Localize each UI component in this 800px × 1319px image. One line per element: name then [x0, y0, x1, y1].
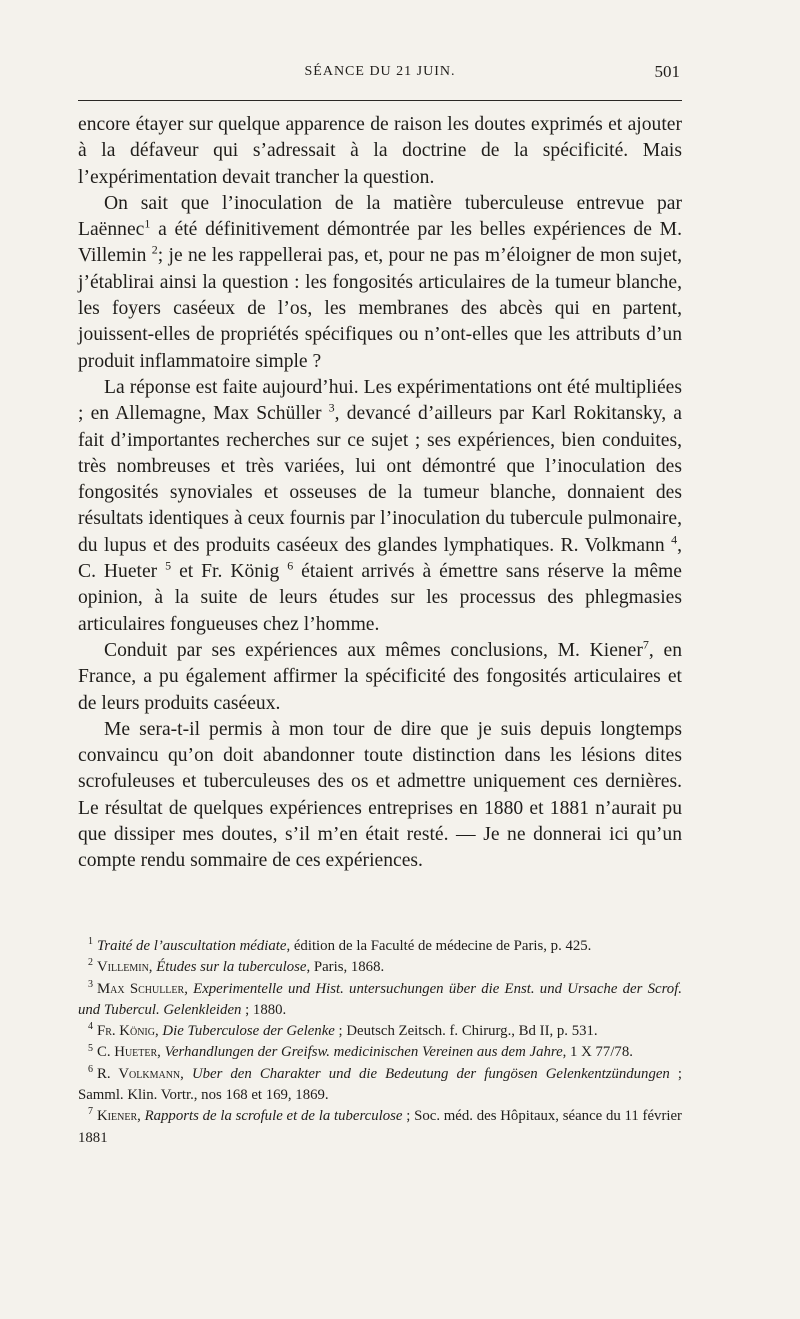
text: , devancé d’ailleurs par Karl Rokitansky, a fait d’importantes recherches sur ce sujet ; ses expériences, bien conduites, très nombreuses et très variées, lui ont démontré que l’inoculation des fongosités synoviales et osseuses de la tumeur blanche, donnaient des résultats identiques à ceux fournis par l’inoculation du tubercule pulmonaire, du lupus et des produits caséeux des glandes lymphatiques. R. Volkmann — [78, 403, 683, 556]
footnote-rest: ; Soc. méd. des Hôpitaux, séance du 11 février 1881 — [78, 1108, 682, 1146]
footnote-ref-1[interactable]: 1 — [144, 216, 151, 231]
footnote-mark: 2 — [88, 957, 93, 969]
paragraph-5-text: Me sera-t-il permis à mon tour de dire que je suis depuis longtemps convaincu qu’on doit abandonner toute distinction dans les lésions dites scrofuleuses et tuberculeuses des os et admettre uniquement ces dernières. Le résultat de quelques expériences entreprises en 1880 et 1881 n’aurait pu que dissiper mes doutes, s’il m’en était resté. — Je ne donnerai ici qu’un compte rendu sommaire de ces expériences. — [78, 718, 682, 872]
footnote-title: Études sur la tuberculose — [156, 959, 307, 976]
footnote-ref-7[interactable]: 7 — [642, 637, 649, 652]
footnote-ref-3[interactable]: 3 — [328, 400, 335, 415]
footnote-author: R. Volkmann — [97, 1065, 181, 1082]
footnote-author: C. Hueter — [97, 1044, 158, 1061]
footnote-title: Experimentelle und Hist. untersuchungen über die Enst. und Ursache der Scrof. und Tubercul. Gelenkleiden — [78, 980, 683, 1018]
footnote-2: $^2$ Villemin, Études sur la tuberculose, Paris, 1868. — [88, 957, 385, 976]
footnote-mark: 3 — [88, 978, 93, 990]
footnote-ref-4[interactable]: 4 — [671, 532, 678, 547]
footnote-author: Max Schuller — [97, 980, 185, 997]
footnote-author: Fr. König — [97, 1023, 155, 1040]
running-head: SÉANCE DU 21 JUIN. — [304, 64, 456, 79]
footnote-title: Rapports de la scrofule et de la tuberculose — [144, 1108, 403, 1125]
footnote-rest: , édition de la Faculté de médecine de Paris, p. 425. — [286, 938, 592, 954]
paragraph-1 — [78, 112, 682, 191]
footnote-mark: 1 — [88, 936, 93, 948]
footnote-rest: , 1 X 77/78. — [562, 1044, 633, 1061]
footnote-1 — [78, 936, 682, 957]
footnote-mark: 5 — [88, 1042, 93, 1054]
footnote-rest: , Paris, 1868. — [306, 959, 385, 976]
text: a été définitivement démontrée par les belles expériences de M. Villemin — [78, 219, 682, 267]
text: Conduit par ses expériences aux mêmes conclusions, M. Kiener — [104, 639, 643, 661]
footnote-4: $^4$ Fr. König, Die Tuberculose der Gelenke ; Deutsch Zeitsch. f. Chirurg., Bd II, p. 531. — [88, 1021, 598, 1040]
paragraph-2 — [78, 191, 682, 375]
footnote-ref-5[interactable]: 5 — [165, 558, 172, 573]
footnote-ref-2[interactable]: 2 — [151, 242, 158, 257]
footnote-title: Die Tuberculose der Gelenke — [162, 1023, 335, 1040]
footnote-6: $^6$ R. Volkmann, Uber den Charakter und die Bedeutung der fungösen Gelenkentzündungen ; Samml. Klin. Vortr., nos 168 et 169, 1869. — [78, 1063, 683, 1104]
paragraph-1-text: encore étayer sur quelque apparence de raison les doutes exprimés et ajouter à la défaveur qui s’adressait à la doctrine de la spécificité. Mais l’expérimentation devait trancher la question. — [78, 114, 682, 188]
footnote-rest: ; Deutsch Zeitsch. f. Chirurg., Bd II, p. 531. — [334, 1023, 598, 1040]
paragraph-3 — [78, 375, 682, 638]
header-rule — [78, 100, 682, 101]
paragraph-4 — [78, 638, 682, 717]
footnote-ref-6[interactable]: 6 — [287, 558, 294, 573]
footnote-title: Uber den Charakter und die Bedeutung der fungösen Gelenkentzündungen — [191, 1065, 670, 1082]
text: On sait que l’inoculation de la matière tuberculeuse entrevue par Laënnec — [78, 192, 682, 241]
footnote-rest: ; Samml. Klin. Vortr., nos 168 et 169, 1869. — [78, 1065, 683, 1104]
body-text — [78, 112, 682, 875]
text: , C. Hueter — [78, 534, 682, 583]
footnotes — [78, 936, 682, 1149]
footnote-author: Villemin — [97, 959, 149, 976]
page-header — [78, 62, 682, 88]
footnote-3: $^3$ Max Schuller, Experimentelle und Hist. untersuchungen über die Enst. und Ursache der Scrof. und Tubercul. Gelenkleiden ; 1880. — [78, 978, 683, 1018]
text: étaient arrivés à émettre sans réserve la même opinion, à la suite de leurs études sur les processus des phlegmasies articulaires fongueuses chez l’homme. — [78, 561, 682, 635]
footnote-title: Traité de l’auscultation médiate — [97, 938, 287, 954]
page-number: 501 — [654, 62, 680, 81]
footnote-mark: 4 — [88, 1021, 93, 1033]
footnote-7: $^7$ Kiener, Rapports de la scrofule et de la tuberculose ; Soc. méd. des Hôpitaux, séance du 11 février 1881 — [78, 1106, 682, 1146]
text: , en France, a pu également affirmer la spécificité des fongosités articulaires et de leurs produits caséeux. — [78, 639, 682, 714]
text: ; je ne les rappellerai pas, et, pour ne pas m’éloigner de mon sujet, j’établirai ainsi la question : les fongosités articulaires de la tumeur blanche, les foyers caséeux de l’os, les membranes des abcès qui en partent, jouissent-elles de propriétés spécifiques ou n’ont-elles que les attributs d’un produit inflammatoire simple ? — [78, 245, 682, 372]
paragraph-5 — [78, 717, 682, 875]
text: La réponse est faite aujourd’hui. Les expérimentations ont été multipliées ; en Allemagne, Max Schüller — [78, 376, 682, 425]
footnote-5: $^5$ C. Hueter, Verhandlungen der Greifsw. medicinischen Vereinen aus dem Jahre, 1 X 77/78. — [88, 1042, 633, 1061]
footnote-mark: 7 — [88, 1106, 93, 1118]
footnote-mark: 6 — [88, 1063, 93, 1075]
footnote-rest: ; 1880. — [241, 1001, 287, 1018]
footnote-title: Verhandlungen der Greifsw. medicinischen Vereinen aus dem Jahre — [164, 1044, 563, 1061]
footnote-author: Kiener — [97, 1108, 138, 1125]
text: et Fr. König — [171, 561, 288, 583]
